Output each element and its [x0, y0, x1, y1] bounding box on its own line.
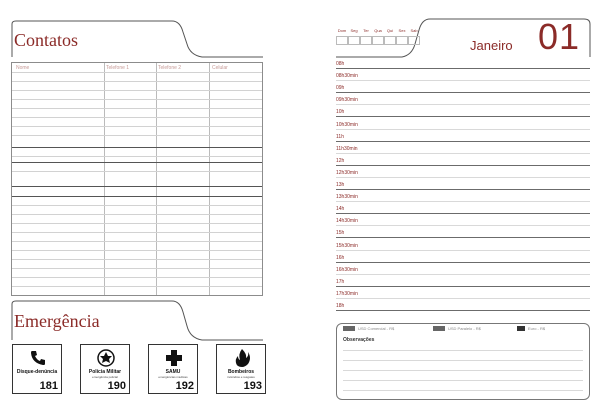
emergency-sublabel: emergências médicas: [158, 375, 188, 379]
legend-text: USD Paralelo - R$: [448, 326, 481, 331]
column-header-mobile: Celular: [212, 65, 228, 71]
time-slot-line[interactable]: [336, 213, 590, 214]
time-slot-line[interactable]: [336, 116, 590, 117]
column-header-phone2: Telefone 2: [158, 65, 182, 71]
day-number: 01: [538, 16, 581, 57]
observation-line: [343, 370, 583, 371]
weekday-checkboxes: [336, 36, 420, 45]
observations-box[interactable]: [336, 323, 590, 400]
table-row-divider: [12, 162, 262, 163]
legend-item: [433, 326, 481, 331]
time-slot-label: 11h30min: [336, 145, 358, 152]
time-slot-label: 17h: [336, 278, 345, 285]
weekday-fri: Sex: [398, 28, 406, 33]
flag-brazil-icon: [343, 326, 355, 331]
time-slot-line[interactable]: [336, 286, 590, 287]
weekday-checkbox[interactable]: [384, 36, 396, 45]
table-row: [12, 214, 262, 215]
emergency-number: 181: [39, 380, 58, 392]
month-label: Janeiro: [470, 38, 513, 53]
flag-usa-icon: [433, 326, 445, 331]
police-badge-icon: [96, 348, 116, 368]
time-slot-line[interactable]: [336, 92, 590, 93]
column-header-phone1: Telefone 1: [106, 65, 130, 71]
time-slot-line[interactable]: [336, 298, 590, 299]
table-row: [12, 171, 262, 172]
time-slot-label: 13h: [336, 182, 345, 188]
time-slot-label: 09h30min: [336, 97, 358, 104]
time-slot-line[interactable]: [336, 189, 590, 190]
column-divider: [156, 63, 157, 295]
weekday-checkbox[interactable]: [408, 36, 420, 45]
table-row: [12, 268, 262, 269]
table-row: [12, 241, 262, 242]
observation-line: [343, 360, 583, 361]
table-row: [12, 72, 262, 73]
time-slot-line[interactable]: [336, 165, 590, 166]
emergency-card-policia-militar[interactable]: [80, 344, 130, 394]
time-slot-line[interactable]: [336, 225, 590, 226]
weekday-wed: Qua: [374, 28, 382, 33]
emergency-label: SAMU: [165, 369, 181, 375]
table-row: [12, 232, 262, 233]
time-slot-label: 10h30min: [336, 121, 358, 128]
time-slot-label: 17h30min: [336, 290, 358, 297]
contacts-table[interactable]: [11, 62, 263, 296]
weekday-mon: Seg: [350, 28, 358, 33]
emergency-card-disque-denuncia[interactable]: [12, 344, 62, 394]
emergency-title: Emergência: [14, 311, 100, 331]
weekday-checkbox[interactable]: [360, 36, 372, 45]
emergency-label: Polícia Militar: [88, 369, 122, 375]
time-slot-label: 16h30min: [336, 266, 358, 273]
observations-label: Observações: [343, 337, 375, 343]
table-row: [12, 108, 262, 109]
table-row: [12, 223, 262, 224]
weekday-tue: Ter: [363, 28, 369, 33]
time-slot-label: 14h: [336, 206, 345, 213]
table-row: [12, 250, 262, 251]
time-slot-label: 08h30min: [336, 73, 358, 80]
observation-line: [343, 350, 583, 351]
time-slot-label: 08h: [336, 61, 345, 67]
table-row: [12, 81, 262, 82]
time-slot-label: 14h30min: [336, 218, 358, 225]
table-row: [12, 117, 262, 118]
time-slot-label: 12h: [336, 157, 345, 164]
column-divider: [209, 63, 210, 295]
flag-euro-icon: [517, 326, 525, 331]
legend-text: Euro - R$: [528, 326, 546, 331]
time-slot-label: 09h: [336, 85, 345, 92]
emergency-label: Bombeiros: [227, 369, 255, 375]
weekday-checkbox[interactable]: [348, 36, 360, 45]
weekday-sat: Sab: [410, 28, 418, 33]
time-slot-line[interactable]: [336, 68, 590, 69]
time-slot-line[interactable]: [336, 274, 590, 275]
time-slot-line[interactable]: [336, 141, 590, 142]
table-row: [12, 99, 262, 100]
table-row-divider: [12, 186, 262, 187]
emergency-number: 193: [243, 380, 262, 392]
weekday-checkbox[interactable]: [336, 36, 348, 45]
emergency-number: 192: [175, 380, 194, 392]
legend-item: [517, 326, 545, 331]
table-row: [12, 90, 262, 91]
time-slot-line[interactable]: [336, 262, 590, 263]
weekday-thu: Qui: [386, 28, 394, 33]
legend-item: [343, 326, 394, 331]
time-slot-label: 15h30min: [336, 242, 358, 249]
table-row: [12, 259, 262, 260]
contacts-title: Contatos: [14, 30, 79, 50]
table-row: [12, 135, 262, 136]
time-slot-line[interactable]: [336, 201, 590, 202]
time-slot-line[interactable]: [336, 129, 590, 130]
time-slot-label: 16h: [336, 254, 345, 261]
time-slot-label: 13h30min: [336, 194, 358, 201]
weekday-checkbox[interactable]: [372, 36, 384, 45]
column-divider: [104, 63, 105, 295]
time-slot-line[interactable]: [336, 80, 590, 81]
time-slot-label: 15h: [336, 230, 345, 237]
time-slot-line[interactable]: [336, 153, 590, 154]
observation-line: [343, 390, 583, 391]
table-row: [12, 126, 262, 127]
emergency-sublabel: incêndios e resgates: [227, 375, 255, 379]
time-slot-label: 18h: [336, 303, 345, 309]
emergency-card-samu[interactable]: [148, 344, 198, 394]
time-slot-line[interactable]: [336, 177, 590, 178]
table-row-divider: [12, 147, 262, 148]
table-row: [12, 277, 262, 278]
time-slot-line[interactable]: [336, 104, 590, 105]
weekday-checkbox[interactable]: [396, 36, 408, 45]
medical-cross-icon: [164, 348, 184, 368]
observation-line: [343, 380, 583, 381]
table-row: [12, 205, 262, 206]
emergency-card-bombeiros[interactable]: [216, 344, 266, 394]
emergency-number: 190: [107, 380, 126, 392]
time-slot-label: 12h30min: [336, 169, 358, 176]
table-row-divider: [12, 196, 262, 197]
table-row: [12, 286, 262, 287]
weekday-sun: Dom: [337, 28, 347, 33]
time-slot-line[interactable]: [336, 250, 590, 251]
fire-icon: [232, 348, 252, 368]
time-slot-label: 10h: [336, 109, 345, 116]
weekday-labels: [336, 28, 420, 35]
emergency-sublabel: emergência policial: [92, 375, 118, 379]
time-slot-line[interactable]: [336, 237, 590, 238]
column-header-name: Nome: [16, 65, 30, 71]
right-page: [300, 0, 600, 416]
legend-text: USD Comercial - R$: [358, 326, 395, 331]
emergency-label: Disque-denúncia: [16, 369, 58, 375]
table-row: [12, 156, 262, 157]
time-slot-line[interactable]: [336, 310, 590, 311]
phone-icon: [28, 348, 48, 368]
time-slot-label: 11h: [336, 133, 344, 140]
